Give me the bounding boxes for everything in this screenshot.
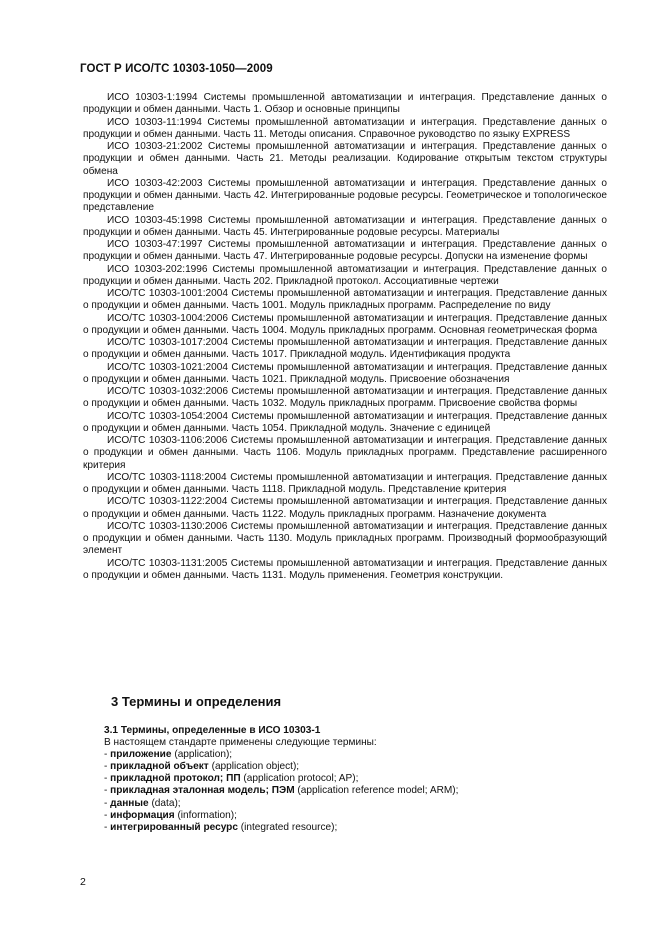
- terms-subsection: [104, 725, 604, 834]
- reference-item: ИСО/ТС 10303-1106:2006 Системы промышленной автоматизации и интеграция. Представление данных о продукции и обмен данными. Часть 1106. Модуль прикладных программ. Представление расширенного критерия: [83, 435, 607, 471]
- running-header: ГОСТ Р ИСО/ТС 10303-1050—2009: [80, 63, 273, 75]
- term-name: информация: [110, 809, 175, 821]
- term-english: (application);: [174, 749, 233, 761]
- reference-item: ИСО/ТС 10303-1004:2006 Системы промышленной автоматизации и интеграция. Представление данных о продукции и обмен данными. Часть 1004. Модуль прикладных программ. Основная геометрическая форма: [83, 312, 607, 336]
- term-item: - прикладная эталонная модель; ПЭМ (application reference model; ARM);: [104, 785, 459, 797]
- term-english: (application object);: [211, 761, 300, 773]
- reference-item: ИСО 10303-202:1996 Системы промышленной автоматизации и интеграция. Представление данных о продукции и обмен данными. Часть 202. Прикладной протокол. Ассоциативные чертежи: [83, 263, 607, 287]
- term-item: - прикладной протокол; ПП (application protocol; AP);: [104, 773, 359, 785]
- reference-item: ИСО 10303-1:1994 Системы промышленной автоматизации и интеграция. Представление данных о продукции и обмен данными. Часть 1. Обзор и основные принципы: [83, 92, 607, 116]
- term-item: - интегрированный ресурс (integrated resource);: [104, 821, 338, 833]
- reference-item: ИСО/ТС 10303-1021:2004 Системы промышленной автоматизации и интеграция. Представление данных о продукции и обмен данными. Часть 1021. Прикладной модуль. Присвоение обозначения: [83, 361, 607, 385]
- term-item: - данные (data);: [104, 797, 181, 809]
- term-item: - прикладной объект (application object);: [104, 761, 300, 773]
- term-english: (integrated resource);: [240, 821, 338, 833]
- page-number: 2: [80, 876, 86, 888]
- term-name: прикладной объект: [110, 761, 209, 773]
- term-name: данные: [110, 797, 149, 809]
- reference-item: ИСО 10303-42:2003 Системы промышленной автоматизации и интеграция. Представление данных о продукции и обмен данными. Часть 42. Интегрированные родовые ресурсы. Геометрическое и топологическое представление: [83, 177, 607, 214]
- term-name: приложение: [110, 749, 172, 761]
- reference-item: ИСО/ТС 10303-1122:2004 Системы промышленной автоматизации и интеграция. Представление данных о продукции и обмен данными. Часть 1122. Модуль прикладных программ. Назначение документа: [83, 496, 607, 520]
- term-item: - информация (information);: [104, 809, 237, 821]
- reference-item: ИСО/ТС 10303-1118:2004 Системы промышленной автоматизации и интеграция. Представление данных о продукции и обмен данными. Часть 1118. Прикладной модуль. Представление критерия: [83, 471, 607, 495]
- subsection-intro: В настоящем стандарте применены следующие термины:: [104, 737, 377, 749]
- term-name: прикладная эталонная модель; ПЭМ: [110, 785, 295, 797]
- term-english: (information);: [177, 809, 237, 821]
- reference-item: ИСО 10303-11:1994 Системы промышленной автоматизации и интеграция. Представление данных о продукции и обмен данными. Часть 11. Методы описания. Справочное руководство по языку EXPRESS: [83, 116, 607, 140]
- reference-item: ИСО 10303-21:2002 Системы промышленной автоматизации и интеграция. Представление данных о продукции и обмен данными. Часть 21. Методы реализации. Кодирование открытым текстом структуры обмена: [83, 141, 607, 177]
- term-english: (application reference model; ARM);: [297, 785, 459, 797]
- subsection-heading: 3.1 Термины, определенные в ИСО 10303-1: [104, 725, 321, 736]
- normative-references-list: [83, 92, 607, 582]
- term-english: (application protocol; AP);: [243, 773, 359, 785]
- reference-item: ИСО/ТС 10303-1131:2005 Системы промышленной автоматизации и интеграция. Представление данных о продукции и обмен данными. Часть 1131. Модуль применения. Геометрия конструкции.: [83, 557, 607, 581]
- reference-item: ИСО/ТС 10303-1032:2006 Системы промышленной автоматизации и интеграция. Представление данных о продукции и обмен данными. Часть 1032. Модуль прикладных программ. Присвоение свойства формы: [83, 386, 607, 410]
- reference-item: ИСО 10303-47:1997 Системы промышленной автоматизации и интеграция. Представление данных о продукции и обмен данными. Часть 47. Интегрированные родовые ресурсы. Допуски на изменение формы: [83, 239, 607, 263]
- reference-item: ИСО/ТС 10303-1130:2006 Системы промышленной автоматизации и интеграция. Представление данных о продукции и обмен данными. Часть 1130. Модуль прикладных программ. Производный формообразующий элемент: [83, 520, 607, 557]
- reference-item: ИСО/ТС 10303-1017:2004 Системы промышленной автоматизации и интеграция. Представление данных о продукции и обмен данными. Часть 1017. Прикладной модуль. Идентификация продукта: [83, 337, 607, 361]
- reference-item: ИСО 10303-45:1998 Системы промышленной автоматизации и интеграция. Представление данных о продукции и обмен данными. Часть 45. Интегрированные родовые ресурсы. Материалы: [83, 214, 607, 238]
- reference-item: ИСО/ТС 10303-1001:2004 Системы промышленной автоматизации и интеграция. Представление данных о продукции и обмен данными. Часть 1001. Модуль прикладных программ. Распределение по виду: [83, 288, 607, 312]
- section-heading: 3 Термины и определения: [111, 694, 282, 709]
- term-name: прикладной протокол; ПП: [110, 773, 241, 785]
- reference-item: ИСО/ТС 10303-1054:2004 Системы промышленной автоматизации и интеграция. Представление данных о продукции и обмен данными. Часть 1054. Прикладной модуль. Значение с единицей: [83, 410, 607, 434]
- term-item: - приложение (application);: [104, 749, 233, 761]
- term-english: (data);: [151, 797, 181, 809]
- term-name: интегрированный ресурс: [110, 821, 238, 833]
